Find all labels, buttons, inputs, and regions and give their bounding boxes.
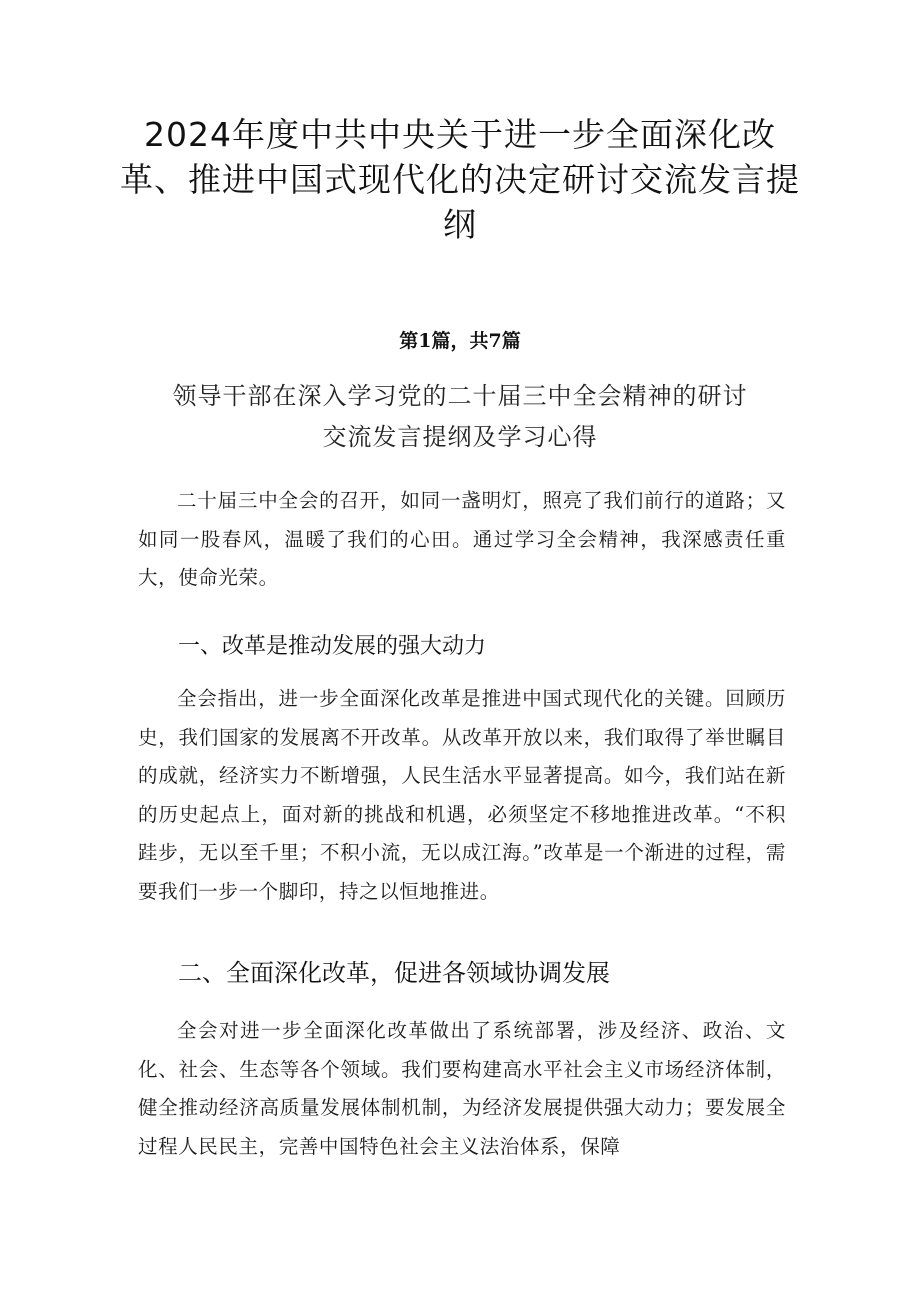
section-paragraph-2: 全会对进一步全面深化改革做出了系统部署，涉及经济、政治、文化、社会、生态等各个领域。我们要构建高水平社会主义市场经济体制，健全推动经济高质量发展体制机制，为经济发展提供强大动力；要发展全过程人民民主，完善中国特色社会主义法治体系，保障 — [138, 1019, 786, 1158]
intro-paragraph: 二十届三中全会的召开，如同一盏明灯，照亮了我们前行的道路；又如同一股春风，温暖了我们的心田。通过学习全会精神，我深感责任重大，使命光荣。 — [138, 489, 786, 589]
section-heading-2: 二、全面深化改革，促进各领域协调发展 — [178, 959, 610, 987]
article-subtitle: 领导干部在深入学习党的二十届三中全会精神的研讨交流发言提纲及学习心得 — [172, 382, 748, 451]
section-heading-1: 一、改革是推动发展的强大动力 — [178, 634, 487, 659]
document-title: 2024年度中共中央关于进一步全面深化改革、推进中国式现代化的决定研讨交流发言提纲 — [120, 115, 800, 244]
part-label: 第1篇，共7篇 — [399, 330, 521, 352]
section-paragraph-1: 全会指出，进一步全面深化改革是推进中国式现代化的关键。回顾历史，我们国家的发展离不开改革。从改革开放以来，我们取得了举世瞩目的成就，经济实力不断增强，人民生活水平显著提高。如今，我们站在新的历史起点上，面对新的挑战和机遇，必须坚定不移地推进改革。“不积跬步，无以至千里；不积小流，无以成江海。”改革是一个渐进的过程，需要我们一步一个脚印，持之以恒地推进。 — [138, 687, 786, 903]
